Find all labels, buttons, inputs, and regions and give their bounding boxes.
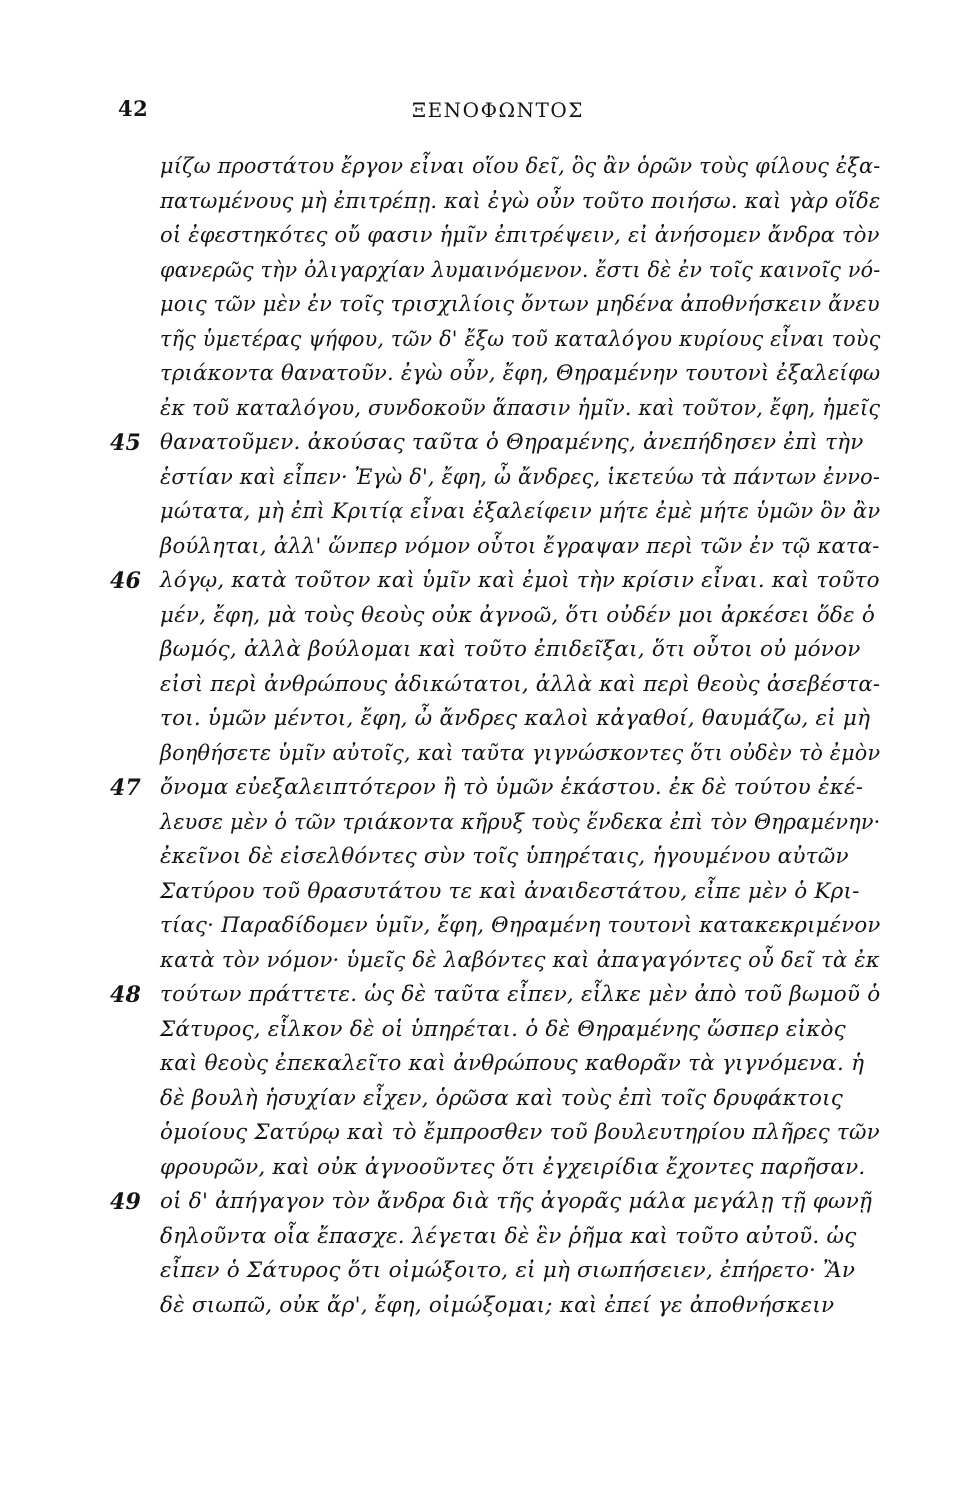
section-number: 46 bbox=[110, 568, 142, 594]
line-text: ἐκεῖνοι δὲ εἰσελθόντες σὺν τοῖς ὑπηρέταις, ἡγουμένου αὐτῶν bbox=[160, 844, 849, 869]
text-line bbox=[160, 1047, 880, 1082]
line-text: δὲ βουλὴ ἡσυχίαν εἶχεν, ὁρῶσα καὶ τοὺς ἐπὶ τοῖς δρυφάκτοις bbox=[160, 1085, 844, 1111]
text-line bbox=[160, 150, 880, 185]
line-text: καὶ θεοὺς ἐπεκαλεῖτο καὶ ἀνθρώπους καθορᾶν τὰ γιγνόμενα. ἡ bbox=[160, 1051, 865, 1076]
text-line bbox=[160, 702, 880, 737]
section-number: 48 bbox=[110, 982, 142, 1008]
text-line bbox=[160, 1220, 880, 1255]
line-text: μοις τῶν μὲν ἐν τοῖς τρισχιλίοις ὄντων μηδένα ἀποθνήσκειν ἄνευ bbox=[160, 292, 880, 317]
line-text: δὲ σιωπῶ, οὐκ ἄρ', ἔφη, οἰμώξομαι; καὶ ἐπεί γε ἀποθνήσκειν bbox=[160, 1292, 835, 1318]
line-text: τοι. ὑμῶν μέντοι, ἔφη, ὦ ἄνδρες καλοὶ κἀγαθοί, θαυμάζω, εἰ μὴ bbox=[160, 706, 871, 731]
line-text: μέν, ἔφη, μὰ τοὺς θεοὺς οὐκ ἀγνοῶ, ὅτι οὐδέν μοι ἀρκέσει ὅδε ὁ bbox=[160, 602, 875, 628]
text-line bbox=[160, 806, 880, 841]
line-text: κατὰ τὸν νόμον· ὑμεῖς δὲ λαβόντες καὶ ἀπαγαγόντες οὗ δεῖ τὰ ἐκ bbox=[160, 947, 880, 973]
running-title: ΞΕΝΟΦΩΝΤΟΣ bbox=[412, 98, 584, 122]
line-text: λόγῳ, κατὰ τοῦτον καὶ ὑμῖν καὶ ἐμοὶ τὴν κρίσιν εἶναι. καὶ τοῦτο bbox=[160, 568, 880, 593]
text-line bbox=[110, 771, 880, 806]
line-text: εἶπεν ὁ Σάτυρος ὅτι οἰμώξοιτο, εἰ μὴ σιωπήσειεν, ἐπήρετο· Ἂν bbox=[160, 1258, 856, 1283]
text-line bbox=[160, 1289, 880, 1324]
section-number: 45 bbox=[110, 430, 142, 456]
line-text: φρουρῶν, καὶ οὐκ ἀγνοοῦντες ὅτι ἐγχειρίδια ἔχοντες παρῆσαν. bbox=[160, 1154, 866, 1180]
text-line bbox=[160, 1151, 880, 1186]
line-text: φανερῶς τὴν ὀλιγαρχίαν λυμαινόμενον. ἔστι δὲ ἐν τοῖς καινοῖς νό- bbox=[160, 257, 881, 283]
line-text: οἱ δ' ἀπήγαγον τὸν ἄνδρα διὰ τῆς ἀγορᾶς μάλα μεγάλῃ τῇ φωνῇ bbox=[160, 1189, 873, 1214]
text-line bbox=[160, 1013, 880, 1048]
section-number: 49 bbox=[110, 1189, 142, 1215]
text-line bbox=[160, 323, 880, 358]
line-text: λευσε μὲν ὁ τῶν τριάκοντα κῆρυξ τοὺς ἕνδεκα ἐπὶ τὸν Θηραμένην· bbox=[160, 809, 881, 835]
page-number: 42 bbox=[118, 96, 149, 121]
line-text: ἑστίαν καὶ εἶπεν· Ἐγὼ δ', ἔφη, ὦ ἄνδρες, ἱκετεύω τὰ πάντων ἐννο- bbox=[160, 464, 881, 490]
line-text: Σατύρου τοῦ θρασυτάτου τε καὶ ἀναιδεστάτου, εἶπε μὲν ὁ Κρι- bbox=[160, 878, 860, 904]
line-text: τῆς ὑμετέρας ψήφου, τῶν δ' ἔξω τοῦ καταλόγου κυρίους εἶναι τοὺς bbox=[160, 326, 881, 352]
text-line bbox=[160, 668, 880, 703]
line-text: βοηθήσετε ὑμῖν αὐτοῖς, καὶ ταῦτα γιγνώσκοντες ὅτι οὐδὲν τὸ ἐμὸν bbox=[160, 740, 881, 766]
text-line bbox=[110, 1185, 880, 1220]
section-number: 47 bbox=[110, 775, 142, 801]
text-line bbox=[160, 357, 880, 392]
line-text: δηλοῦντα οἷα ἔπασχε. λέγεται δὲ ἓν ῥῆμα καὶ τοῦτο αὐτοῦ. ὡς bbox=[160, 1223, 857, 1249]
text-line bbox=[160, 1082, 880, 1117]
text-line bbox=[160, 495, 880, 530]
text-line bbox=[160, 633, 880, 668]
line-text: τούτων πράττετε. ὡς δὲ ταῦτα εἶπεν, εἷλκε μὲν ἀπὸ τοῦ βωμοῦ ὁ bbox=[160, 982, 881, 1007]
text-line bbox=[160, 944, 880, 979]
line-text: θανατοῦμεν. ἀκούσας ταῦτα ὁ Θηραμένης, ἀνεπήδησεν ἐπὶ τὴν bbox=[160, 430, 864, 455]
line-text: ἐκ τοῦ καταλόγου, συνδοκοῦν ἅπασιν ἡμῖν. καὶ τοῦτον, ἔφη, ἡμεῖς bbox=[160, 395, 881, 421]
text-line bbox=[110, 978, 881, 1013]
text-line bbox=[160, 461, 880, 496]
line-text: ὄνομα εὐεξαλειπτότερον ἢ τὸ ὑμῶν ἑκάστου. ἐκ δὲ τούτου ἐκέ- bbox=[160, 775, 864, 800]
text-line bbox=[110, 426, 880, 461]
line-text: βούληται, ἀλλ' ὥνπερ νόμον οὗτοι ἔγραψαν περὶ τῶν ἐν τῷ κατα- bbox=[160, 533, 880, 559]
line-text: Σάτυρος, εἷλκον δὲ οἱ ὑπηρέται. ὁ δὲ Θηραμένης ὥσπερ εἰκὸς bbox=[160, 1016, 846, 1042]
line-text: εἰσὶ περὶ ἀνθρώπους ἀδικώτατοι, ἀλλὰ καὶ περὶ θεοὺς ἀσεβέστα- bbox=[160, 671, 881, 697]
text-line bbox=[160, 737, 880, 772]
line-text: μίζω προστάτου ἔργον εἶναι οἵου δεῖ, ὃς ἂν ὁρῶν τοὺς φίλους ἐξα- bbox=[160, 154, 881, 179]
text-line bbox=[160, 875, 880, 910]
text-line bbox=[160, 530, 880, 565]
line-text: οἱ ἐφεστηκότες οὔ φασιν ἡμῖν ἐπιτρέψειν, εἰ ἀνήσομεν ἄνδρα τὸν bbox=[160, 223, 880, 248]
text-line bbox=[160, 1254, 880, 1289]
text-line bbox=[160, 392, 880, 427]
line-text: ὁμοίους Σατύρῳ καὶ τὸ ἔμπροσθεν τοῦ βουλευτηρίου πλῆρες τῶν bbox=[160, 1120, 880, 1145]
text-line bbox=[110, 564, 880, 599]
greek-text-block bbox=[110, 150, 881, 1323]
line-text: τριάκοντα θανατοῦν. ἐγὼ οὖν, ἔφη, Θηραμένην τουτονὶ ἐξαλείφω bbox=[160, 361, 881, 386]
text-line bbox=[160, 599, 880, 634]
line-text: πατωμένους μὴ ἐπιτρέπῃ. καὶ ἐγὼ οὖν τοῦτο ποιήσω. καὶ γὰρ οἵδε bbox=[160, 188, 881, 214]
line-text: βωμός, ἀλλὰ βούλομαι καὶ τοῦτο ἐπιδεῖξαι, ὅτι οὗτοι οὐ μόνον bbox=[160, 637, 861, 662]
text-line bbox=[160, 288, 880, 323]
text-line bbox=[160, 254, 880, 289]
text-line bbox=[160, 219, 880, 254]
text-line bbox=[160, 185, 880, 220]
text-line bbox=[160, 1116, 880, 1151]
text-line bbox=[160, 840, 880, 875]
text-line bbox=[160, 909, 880, 944]
line-text: μώτατα, μὴ ἐπὶ Κριτίᾳ εἶναι ἐξαλείφειν μήτε ἐμὲ μήτε ὑμῶν ὃν ἂν bbox=[160, 499, 881, 524]
line-text: τίας· Παραδίδομεν ὑμῖν, ἔφη, Θηραμένη τουτονὶ κατακεκριμένον bbox=[160, 913, 881, 938]
